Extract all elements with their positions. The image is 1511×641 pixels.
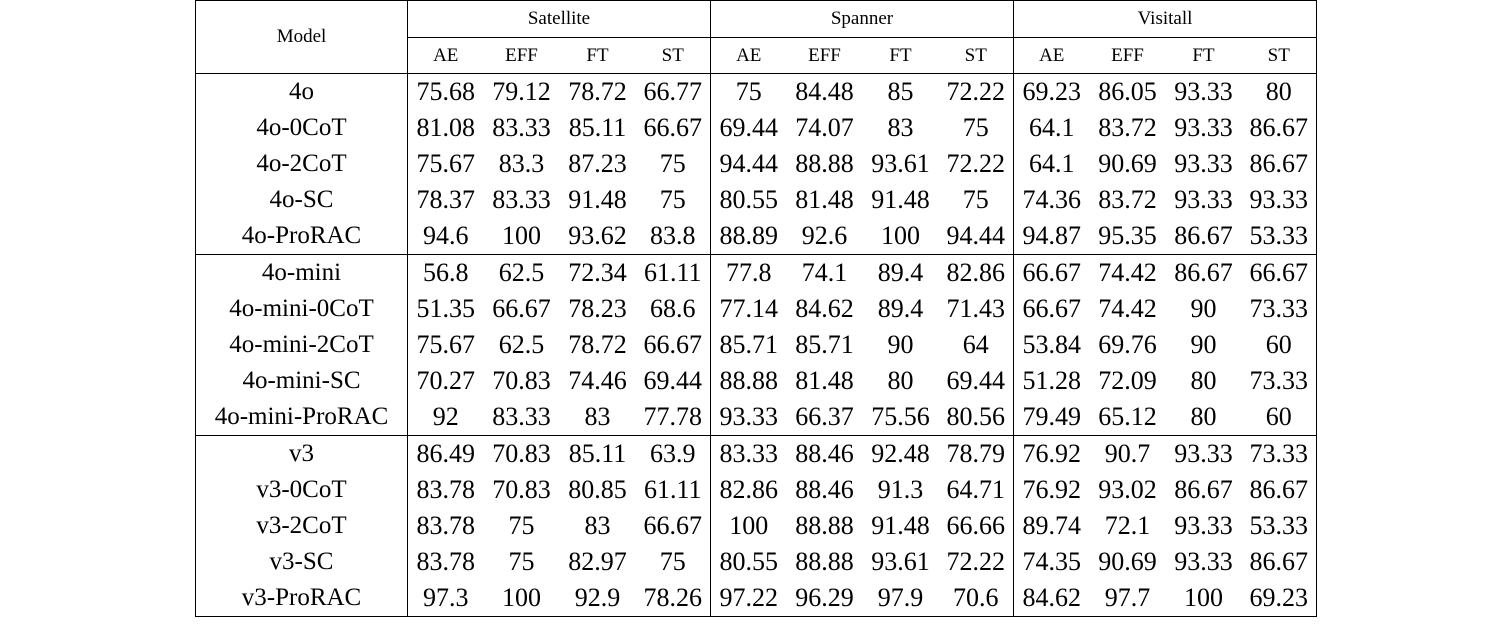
score-cell: 81.48 (795, 185, 854, 214)
model-name-cell: 4o (196, 74, 408, 111)
score-cell: 66.67 (643, 113, 702, 142)
score-cell: 94.6 (408, 218, 484, 255)
score-cell: 85.71 (711, 327, 787, 363)
score-cell: 80 (1190, 402, 1217, 431)
score-cell: 83 (584, 402, 611, 431)
score-cell: 93.33 (1174, 149, 1233, 178)
score-cell: 83.33 (492, 402, 551, 431)
score-cell: 66.67 (643, 330, 702, 359)
score-cell: 66.67 (643, 511, 702, 540)
table-row (196, 363, 1317, 399)
score-cell: 91.3 (877, 475, 924, 504)
score-cell: 91.48 (568, 185, 627, 214)
score-cell: 83.33 (492, 185, 551, 214)
score-cell: 93.33 (711, 399, 787, 436)
score-cell: 97.3 (408, 580, 484, 617)
score-cell: 89.74 (1014, 508, 1090, 544)
score-cell: 83.72 (1098, 113, 1157, 142)
score-cell: 84.62 (795, 294, 854, 323)
score-cell: 75 (659, 547, 686, 576)
score-cell: 93.33 (1174, 547, 1233, 576)
score-cell: 75.68 (408, 74, 484, 111)
score-cell: 74.35 (1014, 544, 1090, 580)
score-cell: 79.49 (1014, 399, 1090, 436)
score-cell: 62.5 (484, 255, 560, 292)
score-cell: 90.69 (1098, 149, 1157, 178)
score-cell: 82.97 (568, 547, 627, 576)
group-header-spanner: Spanner (711, 1, 1014, 38)
score-cell: 63.9 (636, 436, 711, 473)
score-cell: 70.83 (492, 475, 551, 504)
score-cell: 74.1 (787, 255, 863, 292)
score-cell: 70.27 (408, 363, 484, 399)
score-cell: 66.77 (636, 74, 711, 111)
model-name-cell: 4o-mini-2CoT (196, 327, 408, 363)
metric-header: FT (863, 38, 939, 74)
score-cell: 90 (1190, 294, 1217, 323)
score-cell: 79.12 (484, 74, 560, 111)
score-cell: 90 (1190, 330, 1217, 359)
score-cell: 75.67 (408, 327, 484, 363)
score-cell: 53.33 (1242, 218, 1317, 255)
score-cell: 89.4 (863, 255, 939, 292)
metric-header: EFF (1090, 38, 1166, 74)
score-cell: 60 (1242, 327, 1317, 363)
score-cell: 91.48 (871, 511, 930, 540)
score-cell: 83.8 (650, 221, 696, 250)
score-cell: 88.88 (795, 149, 854, 178)
score-cell: 75 (711, 74, 787, 111)
table-row (196, 436, 1317, 473)
table-row (196, 291, 1317, 327)
model-name-cell: v3-0CoT (196, 472, 408, 508)
score-cell: 72.22 (939, 74, 1014, 111)
score-cell: 97.9 (863, 580, 939, 617)
score-cell: 88.89 (711, 218, 787, 255)
score-cell: 86.67 (1174, 221, 1233, 250)
metric-header: EFF (484, 38, 560, 74)
metric-header: EFF (787, 38, 863, 74)
table-row (196, 218, 1317, 255)
score-cell: 83 (887, 113, 914, 142)
score-cell: 91.48 (871, 185, 930, 214)
model-name-cell: v3-2CoT (196, 508, 408, 544)
score-cell: 75.56 (871, 402, 930, 431)
score-cell: 60 (1242, 399, 1317, 436)
header-group-row (196, 1, 1317, 38)
model-name-cell: 4o-ProRAC (196, 218, 408, 255)
score-cell: 82.86 (711, 472, 787, 508)
score-cell: 76.92 (1014, 436, 1090, 473)
score-cell: 100 (1166, 580, 1242, 617)
score-cell: 64.1 (1014, 110, 1090, 146)
score-cell: 70.83 (484, 436, 560, 473)
score-cell: 90.69 (1098, 547, 1157, 576)
score-cell: 78.72 (568, 330, 627, 359)
score-cell: 81.08 (408, 110, 484, 146)
score-cell: 88.88 (711, 363, 787, 399)
score-cell: 86.67 (1242, 146, 1317, 182)
score-cell: 75 (962, 185, 989, 214)
metric-header: AE (408, 38, 484, 74)
score-cell: 86.67 (1242, 472, 1317, 508)
score-cell: 86.67 (1174, 475, 1233, 504)
score-cell: 69.76 (1098, 330, 1157, 359)
score-cell: 100 (502, 221, 541, 250)
table-row (196, 110, 1317, 146)
score-cell: 85.11 (568, 113, 627, 142)
model-name-cell: 4o-mini-ProRAC (196, 399, 408, 436)
score-cell: 93.33 (1174, 511, 1233, 540)
score-cell: 69.44 (711, 110, 787, 146)
score-cell: 75 (659, 185, 686, 214)
table-row (196, 544, 1317, 580)
score-cell: 73.33 (1242, 436, 1317, 473)
score-cell: 74.46 (568, 366, 627, 395)
metric-header: AE (711, 38, 787, 74)
score-cell: 66.37 (795, 402, 854, 431)
metric-header: ST (939, 38, 1014, 74)
score-cell: 84.48 (787, 74, 863, 111)
metric-header: ST (1242, 38, 1317, 74)
score-cell: 51.28 (1014, 363, 1090, 399)
score-cell: 86.05 (1090, 74, 1166, 111)
score-cell: 92.9 (560, 580, 636, 617)
score-cell: 86.67 (1166, 255, 1242, 292)
score-cell: 77.78 (643, 402, 702, 431)
score-cell: 85.11 (560, 436, 636, 473)
score-cell: 80.55 (711, 544, 787, 580)
model-name-cell: 4o-mini-SC (196, 363, 408, 399)
score-cell: 84.62 (1014, 580, 1090, 617)
score-cell: 69.23 (1014, 74, 1090, 111)
score-cell: 83 (584, 511, 611, 540)
table-row (196, 74, 1317, 111)
score-cell: 83.72 (1098, 185, 1157, 214)
score-cell: 93.62 (568, 221, 627, 250)
model-name-cell: 4o-mini (196, 255, 408, 292)
score-cell: 86.49 (408, 436, 484, 473)
metric-header: AE (1014, 38, 1090, 74)
model-column-header: Model (196, 1, 408, 74)
score-cell: 93.33 (1242, 182, 1317, 218)
model-name-cell: v3-SC (196, 544, 408, 580)
score-cell: 72.1 (1104, 511, 1151, 540)
table-body (196, 74, 1317, 617)
group-header-visitall: Visitall (1014, 1, 1317, 38)
score-cell: 86.67 (1242, 544, 1317, 580)
score-cell: 66.67 (1242, 255, 1317, 292)
score-cell: 69.44 (643, 366, 702, 395)
metric-header: ST (636, 38, 711, 74)
score-cell: 70.6 (939, 580, 1014, 617)
score-cell: 64.1 (1014, 146, 1090, 182)
score-cell: 93.33 (1174, 185, 1233, 214)
score-cell: 75 (508, 547, 535, 576)
score-cell: 88.88 (795, 547, 854, 576)
score-cell: 80 (1242, 74, 1317, 111)
score-cell: 74.42 (1090, 255, 1166, 292)
score-cell: 72.22 (946, 547, 1005, 576)
score-cell: 78.26 (636, 580, 711, 617)
score-cell: 74.07 (795, 113, 854, 142)
score-cell: 83.78 (408, 544, 484, 580)
score-cell: 62.5 (498, 330, 545, 359)
score-cell: 68.6 (650, 294, 696, 323)
model-name-cell: 4o-2CoT (196, 146, 408, 182)
score-cell: 90 (887, 330, 914, 359)
score-cell: 73.33 (1242, 363, 1317, 399)
table-row (196, 508, 1317, 544)
score-cell: 78.37 (408, 182, 484, 218)
table-row (196, 255, 1317, 292)
score-cell: 61.11 (636, 255, 711, 292)
score-cell: 77.14 (711, 291, 787, 327)
score-cell: 51.35 (408, 291, 484, 327)
score-cell: 83.33 (711, 436, 787, 473)
score-cell: 66.67 (492, 294, 551, 323)
score-cell: 92 (408, 399, 484, 436)
score-cell: 74.42 (1098, 294, 1157, 323)
score-cell: 66.67 (1014, 291, 1090, 327)
score-cell: 80 (887, 366, 914, 395)
score-cell: 69.44 (946, 366, 1005, 395)
score-cell: 81.48 (795, 366, 854, 395)
score-cell: 94.44 (711, 146, 787, 182)
score-cell: 86.67 (1242, 110, 1317, 146)
score-cell: 95.35 (1098, 221, 1157, 250)
score-cell: 100 (881, 221, 920, 250)
score-cell: 83.78 (408, 508, 484, 544)
score-cell: 69.23 (1242, 580, 1317, 617)
score-cell: 75.67 (408, 146, 484, 182)
score-cell: 90.7 (1090, 436, 1166, 473)
metric-header: FT (560, 38, 636, 74)
score-cell: 94.44 (946, 221, 1005, 250)
score-cell: 100 (711, 508, 787, 544)
score-cell: 94.87 (1014, 218, 1090, 255)
score-cell: 87.23 (568, 149, 627, 178)
score-cell: 64 (962, 330, 989, 359)
model-name-cell: 4o-mini-0CoT (196, 291, 408, 327)
score-cell: 72.34 (560, 255, 636, 292)
score-cell: 72.22 (946, 149, 1005, 178)
score-cell: 97.22 (711, 580, 787, 617)
score-cell: 83.3 (498, 149, 545, 178)
score-cell: 82.86 (939, 255, 1014, 292)
score-cell: 85 (863, 74, 939, 111)
table-row (196, 327, 1317, 363)
score-cell: 80.55 (711, 182, 787, 218)
score-cell: 78.79 (939, 436, 1014, 473)
score-cell: 83.33 (492, 113, 551, 142)
score-cell: 97.7 (1090, 580, 1166, 617)
score-cell: 96.29 (787, 580, 863, 617)
table-row (196, 399, 1317, 436)
metric-header: FT (1166, 38, 1242, 74)
score-cell: 66.67 (1014, 255, 1090, 292)
score-cell: 80.85 (568, 475, 627, 504)
score-cell: 65.12 (1098, 402, 1157, 431)
score-cell: 56.8 (408, 255, 484, 292)
table-row (196, 146, 1317, 182)
score-cell: 93.33 (1174, 113, 1233, 142)
score-cell: 66.66 (946, 511, 1005, 540)
score-cell: 88.88 (795, 511, 854, 540)
score-cell: 83.78 (408, 472, 484, 508)
score-cell: 100 (484, 580, 560, 617)
score-cell: 76.92 (1014, 472, 1090, 508)
score-cell: 93.33 (1166, 436, 1242, 473)
table-row (196, 580, 1317, 617)
score-cell: 78.72 (560, 74, 636, 111)
score-cell: 80 (1190, 366, 1217, 395)
score-cell: 93.02 (1098, 475, 1157, 504)
score-cell: 88.46 (795, 475, 854, 504)
model-name-cell: 4o-SC (196, 182, 408, 218)
score-cell: 92.6 (801, 221, 848, 250)
score-cell: 53.33 (1242, 508, 1317, 544)
score-cell: 72.09 (1098, 366, 1157, 395)
table-row (196, 182, 1317, 218)
table-row (196, 472, 1317, 508)
model-name-cell: 4o-0CoT (196, 110, 408, 146)
score-cell: 73.33 (1242, 291, 1317, 327)
score-cell: 92.48 (863, 436, 939, 473)
score-cell: 53.84 (1014, 327, 1090, 363)
score-cell: 74.36 (1014, 182, 1090, 218)
score-cell: 80.56 (946, 402, 1005, 431)
score-cell: 93.61 (871, 547, 930, 576)
score-cell: 64.71 (946, 475, 1005, 504)
score-cell: 89.4 (877, 294, 924, 323)
score-cell: 75 (962, 113, 989, 142)
score-cell: 93.33 (1166, 74, 1242, 111)
model-name-cell: v3-ProRAC (196, 580, 408, 617)
score-cell: 78.23 (568, 294, 627, 323)
score-cell: 71.43 (946, 294, 1005, 323)
score-cell: 85.71 (795, 330, 854, 359)
results-table (195, 0, 1317, 617)
score-cell: 77.8 (711, 255, 787, 292)
score-cell: 61.11 (643, 475, 702, 504)
model-name-cell: v3 (196, 436, 408, 473)
score-cell: 75 (659, 149, 686, 178)
score-cell: 93.61 (871, 149, 930, 178)
score-cell: 70.83 (492, 366, 551, 395)
score-cell: 88.46 (787, 436, 863, 473)
score-cell: 75 (508, 511, 535, 540)
group-header-satellite: Satellite (408, 1, 711, 38)
